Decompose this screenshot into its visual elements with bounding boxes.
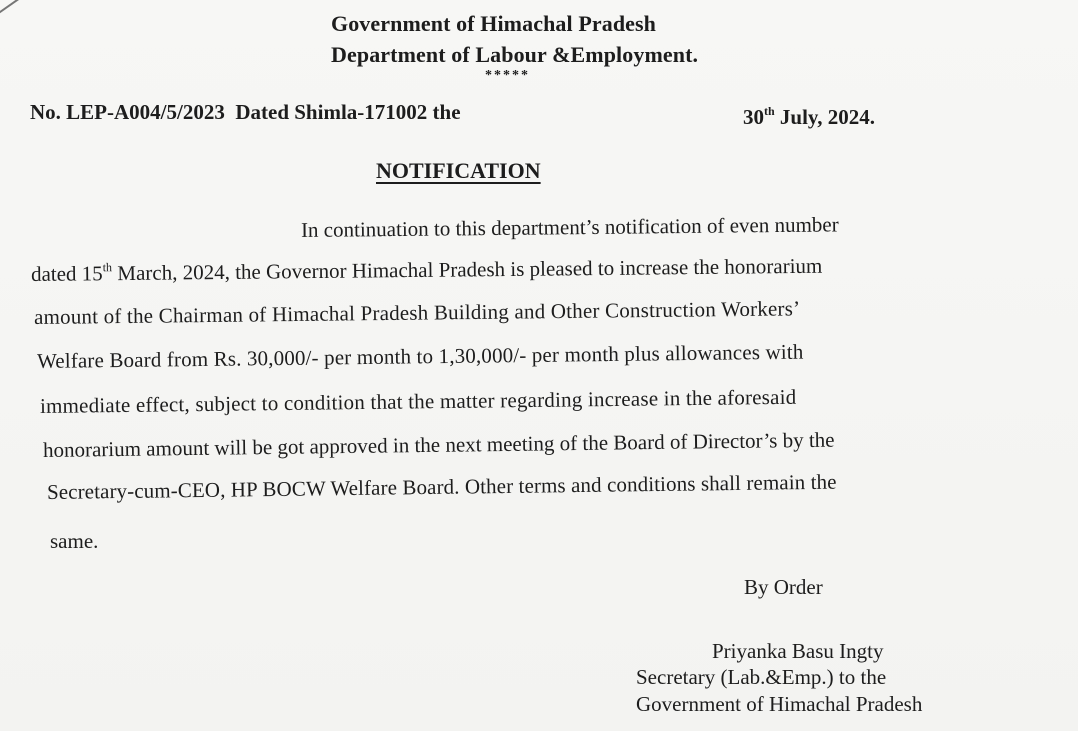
body-line-2-end: March, 2024, the Governor Himachal Pradesh is pleased to increase the honorarium bbox=[111, 253, 823, 286]
body-line-7: Secretary-cum-CEO, HP BOCW Welfare Board. Other terms and conditions shall remain the bbox=[46, 469, 837, 504]
issue-date-suffix: th bbox=[764, 104, 775, 118]
notification-title: NOTIFICATION bbox=[376, 158, 541, 183]
signatory-name: Priyanka Basu Ingty bbox=[712, 639, 884, 663]
body-line-1: In continuation to this department’s notification of even number bbox=[300, 212, 839, 242]
issue-date-day: 30 bbox=[743, 105, 764, 129]
body-line-4: Welfare Board from Rs. 30,000/- per month to 1,30,000/- per month plus allowances with bbox=[36, 339, 804, 373]
reference-number: No. LEP-A004/5/2023 bbox=[30, 100, 225, 124]
signatory-designation-1: Secretary (Lab.&Emp.) to the bbox=[636, 665, 887, 689]
pen-stroke-mark bbox=[0, 0, 48, 19]
reference-dated: Dated Shimla-171002 the bbox=[235, 100, 461, 124]
body-line-3: amount of the Chairman of Himachal Pradesh Building and Other Construction Workers’ bbox=[33, 296, 801, 329]
reference-line bbox=[30, 100, 461, 125]
body-line-5: immediate effect, subject to condition that the matter regarding increase in the aforesaid bbox=[39, 384, 797, 418]
by-order-label: By Order bbox=[744, 575, 823, 599]
body-line-2 bbox=[31, 253, 823, 287]
header-government: Government of Himachal Pradesh bbox=[331, 11, 657, 36]
body-line-6: honorarium amount will be got approved in the next meeting of the Board of Director’s by the bbox=[42, 427, 835, 462]
issue-date bbox=[743, 104, 875, 130]
header-separator: ***** bbox=[485, 68, 530, 83]
body-line-8: same. bbox=[50, 529, 99, 553]
signatory-designation-2: Government of Himachal Pradesh bbox=[636, 692, 923, 716]
issue-date-rest: July, 2024. bbox=[774, 105, 876, 129]
document-header bbox=[331, 8, 698, 70]
header-department: Department of Labour &Employment. bbox=[331, 42, 699, 67]
body-line-2-start: dated 15 bbox=[30, 261, 103, 286]
body-line-2-sup: th bbox=[102, 260, 113, 275]
